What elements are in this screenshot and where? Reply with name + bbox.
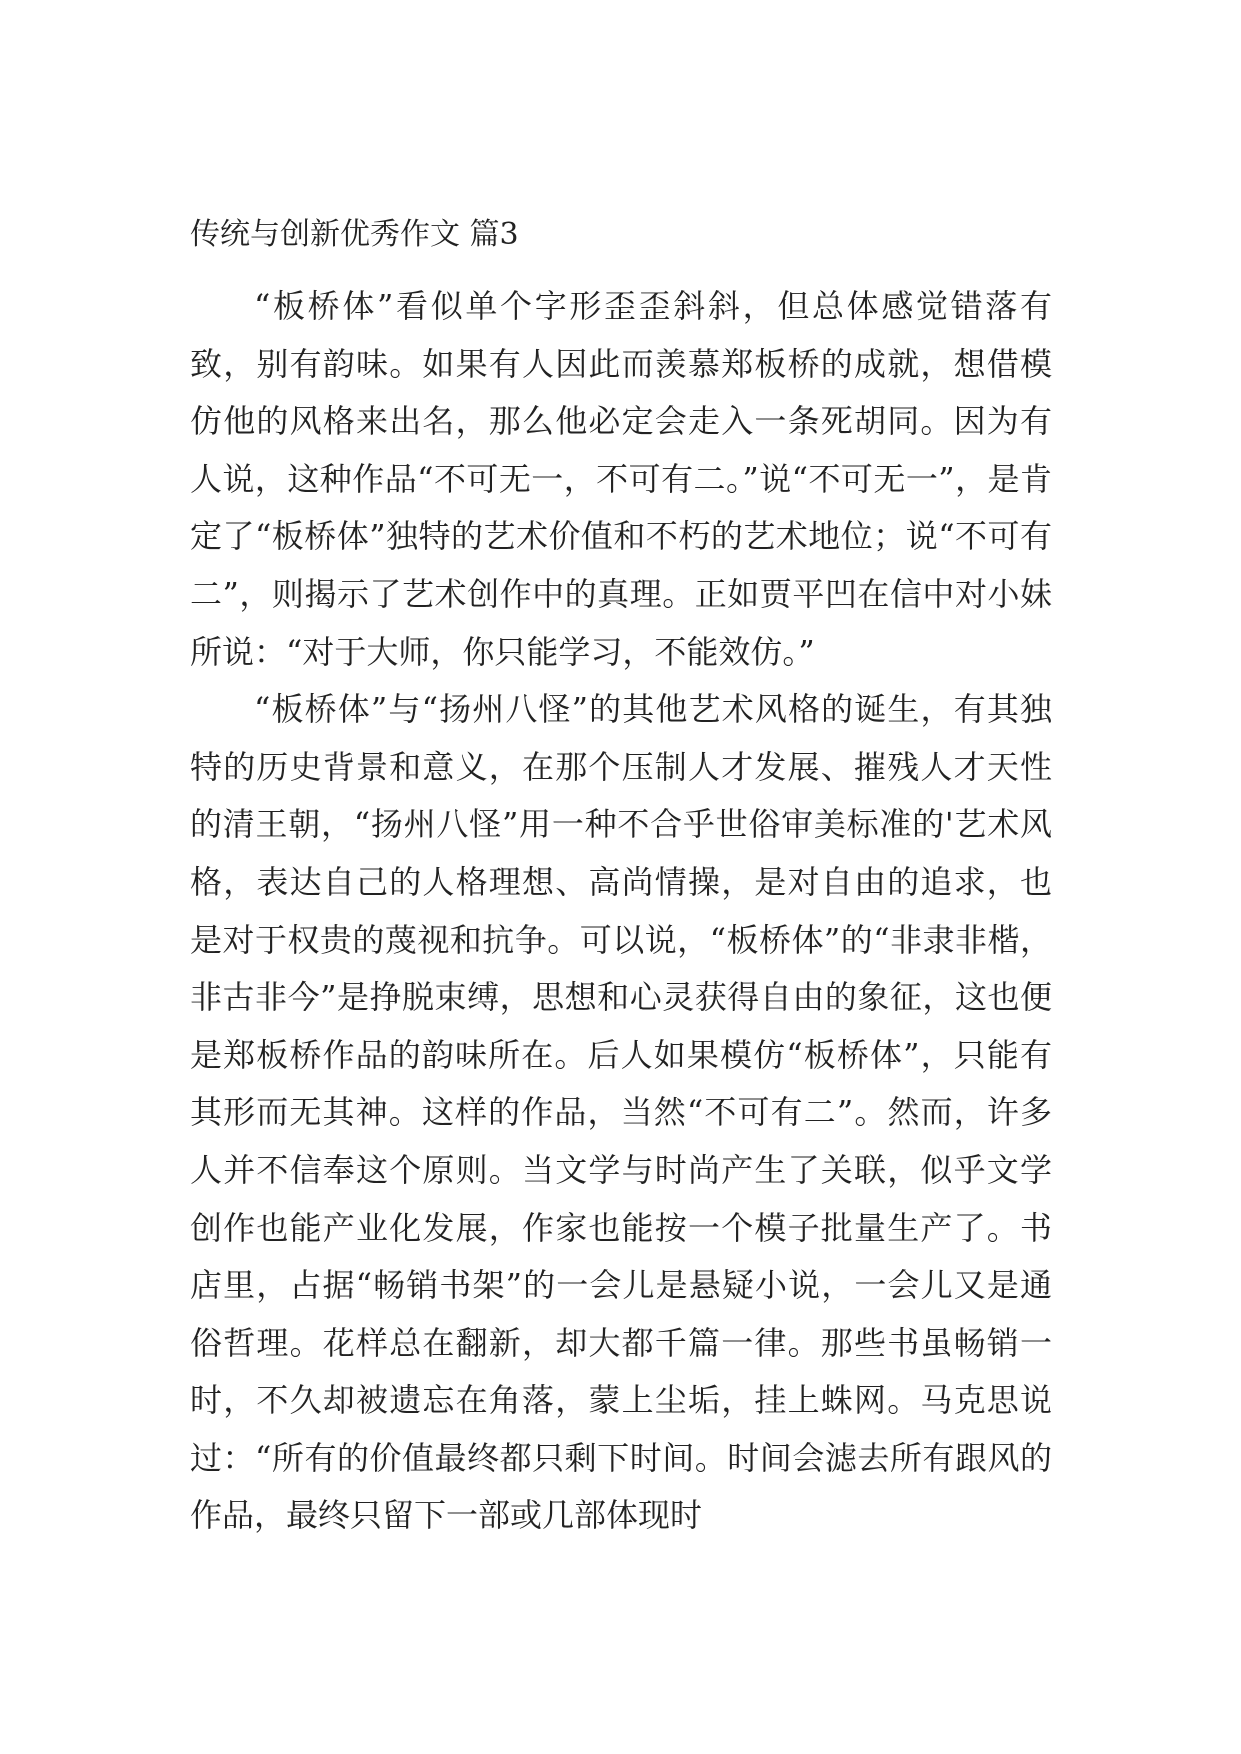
document-body	[190, 278, 1052, 1545]
paragraph-2: “板桥体”与“扬州八怪”的其他艺术风格的诞生，有其独特的历史背景和意义，在那个压制人才发展、摧残人才天性的清王朝，“扬州八怪”用一种不合乎世俗审美标准的'艺术风格，表达自己的人格理想、高尚情操，是对自由的追求，也是对于权贵的蔑视和抗争。可以说，“板桥体”的“非隶非楷，非古非今”是挣脱束缚，思想和心灵获得自由的象征，这也便是郑板桥作品的韵味所在。后人如果模仿“板桥体”，只能有其形而无其神。这样的作品，当然“不可有二”。然而，许多人并不信奉这个原则。当文学与时尚产生了关联，似乎文学创作也能产业化发展，作家也能按一个模子批量生产了。书店里，占据“畅销书架”的一会儿是悬疑小说，一会儿又是通俗哲理。花样总在翻新，却大都千篇一律。那些书虽畅销一时，不久却被遗忘在角落，蒙上尘垢，挂上蛛网。马克思说过：“所有的价值最终都只剩下时间。时间会滤去所有跟风的作品，最终只留下一部或几部体现时	[190, 690, 1052, 1535]
document-title: 传统与创新优秀作文 篇3	[190, 217, 519, 252]
paragraph-1: “板桥体”看似单个字形歪歪斜斜，但总体感觉错落有致，别有韵味。如果有人因此而羡慕郑板桥的成就，想借模仿他的风格来出名，那么他必定会走入一条死胡同。因为有人说，这种作品“不可无一，不可有二。”说“不可无一”，是肯定了“板桥体”独特的艺术价值和不朽的艺术地位；说“不可有二”，则揭示了艺术创作中的真理。正如贾平凹在信中对小妹所说：“对于大师，你只能学习，不能效仿。”	[190, 287, 1052, 671]
